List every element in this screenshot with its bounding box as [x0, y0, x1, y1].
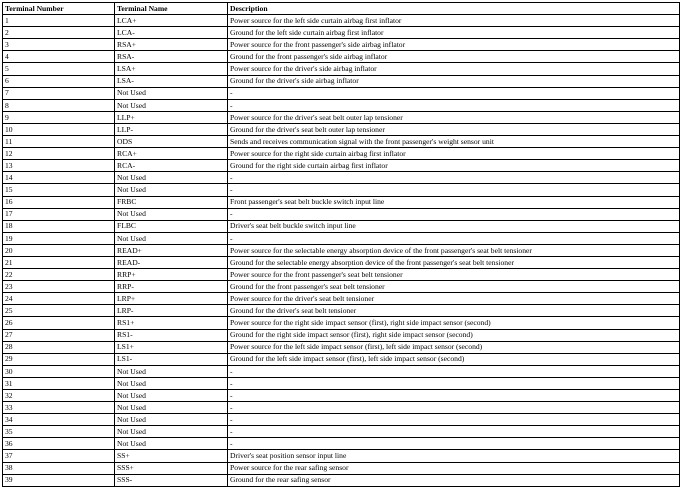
terminal-name-cell: Not Used	[115, 438, 228, 450]
table-row	[3, 39, 680, 51]
table-row	[3, 15, 680, 27]
table-row	[3, 244, 680, 256]
terminal-name-cell: READ-	[115, 256, 228, 268]
terminal-name-cell: LSA-	[115, 75, 228, 87]
description-cell: Power source for the driver's side airbag inflator	[228, 63, 680, 75]
terminal-table-body	[3, 15, 680, 487]
table-row	[3, 111, 680, 123]
description-cell: -	[228, 208, 680, 220]
terminal-name-cell: LLP-	[115, 123, 228, 135]
terminal-number-cell: 28	[3, 341, 115, 353]
description-cell: Driver's seat belt buckle switch input line	[228, 220, 680, 232]
terminal-number-cell: 17	[3, 208, 115, 220]
table-row	[3, 353, 680, 365]
terminal-name-cell: LS1-	[115, 353, 228, 365]
terminal-number-cell: 22	[3, 269, 115, 281]
header-terminal-name: Terminal Name	[115, 3, 228, 15]
table-row	[3, 27, 680, 39]
terminal-name-cell: LRP-	[115, 305, 228, 317]
description-cell: Power source for the front passenger's seat belt tensioner	[228, 269, 680, 281]
terminal-number-cell: 32	[3, 390, 115, 402]
table-row	[3, 365, 680, 377]
description-cell: Power source for the right side impact sensor (first), right side impact sensor (second)	[228, 317, 680, 329]
terminal-name-cell: LCA-	[115, 27, 228, 39]
description-cell: Ground for the left side curtain airbag first inflator	[228, 27, 680, 39]
terminal-name-cell: Not Used	[115, 87, 228, 99]
terminal-name-cell: SSS-	[115, 474, 228, 486]
terminal-number-cell: 3	[3, 39, 115, 51]
terminal-number-cell: 8	[3, 99, 115, 111]
description-cell: -	[228, 232, 680, 244]
description-cell: -	[228, 184, 680, 196]
table-row	[3, 341, 680, 353]
description-cell: Ground for the driver's side airbag inflator	[228, 75, 680, 87]
terminal-name-cell: LRP+	[115, 293, 228, 305]
terminal-name-cell: LLP+	[115, 111, 228, 123]
description-cell: Power source for the driver's seat belt outer lap tensioner	[228, 111, 680, 123]
terminal-number-cell: 26	[3, 317, 115, 329]
table-row	[3, 317, 680, 329]
table-row	[3, 196, 680, 208]
terminal-name-cell: Not Used	[115, 390, 228, 402]
terminal-table-container	[2, 2, 679, 487]
description-cell: Ground for the driver's seat belt outer lap tensioner	[228, 123, 680, 135]
terminal-name-cell: RRP+	[115, 269, 228, 281]
description-cell: -	[228, 438, 680, 450]
description-cell: Power source for the driver's seat belt tensioner	[228, 293, 680, 305]
table-row	[3, 184, 680, 196]
terminal-number-cell: 33	[3, 402, 115, 414]
description-cell: -	[228, 377, 680, 389]
header-terminal-number: Terminal Number	[3, 3, 115, 15]
terminal-name-cell: RCA-	[115, 160, 228, 172]
table-row	[3, 329, 680, 341]
terminal-number-cell: 11	[3, 136, 115, 148]
terminal-table	[2, 2, 680, 487]
terminal-number-cell: 5	[3, 63, 115, 75]
table-row	[3, 438, 680, 450]
table-row	[3, 269, 680, 281]
description-cell: -	[228, 426, 680, 438]
terminal-number-cell: 12	[3, 148, 115, 160]
table-row	[3, 208, 680, 220]
terminal-name-cell: FLBC	[115, 220, 228, 232]
description-cell: -	[228, 402, 680, 414]
description-cell: -	[228, 390, 680, 402]
description-cell: Front passenger's seat belt buckle switch input line	[228, 196, 680, 208]
terminal-table-header	[3, 3, 680, 15]
table-row	[3, 414, 680, 426]
table-row	[3, 148, 680, 160]
terminal-number-cell: 37	[3, 450, 115, 462]
description-cell: Sends and receives communication signal with the front passenger's weight sensor unit	[228, 136, 680, 148]
table-row	[3, 63, 680, 75]
table-row	[3, 426, 680, 438]
terminal-number-cell: 10	[3, 123, 115, 135]
description-cell: Power source for the left side curtain airbag first inflator	[228, 15, 680, 27]
description-cell: -	[228, 172, 680, 184]
terminal-number-cell: 21	[3, 256, 115, 268]
table-row	[3, 462, 680, 474]
terminal-number-cell: 7	[3, 87, 115, 99]
description-cell: Ground for the driver's seat belt tensioner	[228, 305, 680, 317]
terminal-number-cell: 20	[3, 244, 115, 256]
table-row	[3, 136, 680, 148]
terminal-number-cell: 27	[3, 329, 115, 341]
terminal-number-cell: 13	[3, 160, 115, 172]
terminal-name-cell: Not Used	[115, 184, 228, 196]
description-cell: Power source for the right side curtain airbag first inflator	[228, 148, 680, 160]
table-row	[3, 75, 680, 87]
description-cell: Power source for the front passenger's side airbag inflator	[228, 39, 680, 51]
table-row	[3, 172, 680, 184]
terminal-name-cell: RS1-	[115, 329, 228, 341]
description-cell: -	[228, 414, 680, 426]
table-row	[3, 377, 680, 389]
table-row	[3, 51, 680, 63]
description-cell: Power source for the rear safing sensor	[228, 462, 680, 474]
table-row	[3, 293, 680, 305]
terminal-name-cell: RS1+	[115, 317, 228, 329]
terminal-number-cell: 29	[3, 353, 115, 365]
description-cell: Ground for the front passenger's seat belt tensioner	[228, 281, 680, 293]
description-cell: Ground for the front passenger's side airbag inflator	[228, 51, 680, 63]
terminal-number-cell: 16	[3, 196, 115, 208]
terminal-number-cell: 35	[3, 426, 115, 438]
terminal-name-cell: SS+	[115, 450, 228, 462]
description-cell: -	[228, 99, 680, 111]
terminal-number-cell: 23	[3, 281, 115, 293]
terminal-name-cell: Not Used	[115, 232, 228, 244]
terminal-number-cell: 15	[3, 184, 115, 196]
terminal-number-cell: 24	[3, 293, 115, 305]
table-row	[3, 123, 680, 135]
table-row	[3, 402, 680, 414]
terminal-name-cell: SSS+	[115, 462, 228, 474]
description-cell: Ground for the right side impact sensor (first), right side impact sensor (second)	[228, 329, 680, 341]
terminal-name-cell: RSA-	[115, 51, 228, 63]
terminal-number-cell: 1	[3, 15, 115, 27]
description-cell: Power source for the selectable energy absorption device of the front passenger's seat belt tensioner	[228, 244, 680, 256]
terminal-name-cell: RCA+	[115, 148, 228, 160]
description-cell: -	[228, 365, 680, 377]
table-row	[3, 232, 680, 244]
terminal-name-cell: FRBC	[115, 196, 228, 208]
table-row	[3, 256, 680, 268]
terminal-number-cell: 9	[3, 111, 115, 123]
terminal-number-cell: 31	[3, 377, 115, 389]
table-row	[3, 160, 680, 172]
description-cell: Ground for the selectable energy absorption device of the front passenger's seat belt tensioner	[228, 256, 680, 268]
terminal-number-cell: 14	[3, 172, 115, 184]
terminal-number-cell: 39	[3, 474, 115, 486]
description-cell: Ground for the left side impact sensor (first), left side impact sensor (second)	[228, 353, 680, 365]
table-row	[3, 450, 680, 462]
terminal-name-cell: RSA+	[115, 39, 228, 51]
terminal-name-cell: Not Used	[115, 426, 228, 438]
terminal-name-cell: Not Used	[115, 377, 228, 389]
terminal-number-cell: 30	[3, 365, 115, 377]
terminal-number-cell: 4	[3, 51, 115, 63]
description-cell: -	[228, 87, 680, 99]
terminal-name-cell: LS1+	[115, 341, 228, 353]
table-row	[3, 474, 680, 486]
description-cell: Driver's seat position sensor input line	[228, 450, 680, 462]
terminal-name-cell: LCA+	[115, 15, 228, 27]
table-row	[3, 220, 680, 232]
table-row	[3, 305, 680, 317]
terminal-name-cell: READ+	[115, 244, 228, 256]
terminal-name-cell: Not Used	[115, 414, 228, 426]
terminal-name-cell: Not Used	[115, 208, 228, 220]
table-row	[3, 390, 680, 402]
description-cell: Ground for the rear safing sensor	[228, 474, 680, 486]
description-cell: Power source for the left side impact sensor (first), left side impact sensor (second)	[228, 341, 680, 353]
terminal-name-cell: RRP-	[115, 281, 228, 293]
terminal-name-cell: Not Used	[115, 365, 228, 377]
terminal-name-cell: Not Used	[115, 99, 228, 111]
terminal-name-cell: LSA+	[115, 63, 228, 75]
table-row	[3, 99, 680, 111]
terminal-number-cell: 2	[3, 27, 115, 39]
header-row	[3, 3, 680, 15]
terminal-number-cell: 18	[3, 220, 115, 232]
terminal-number-cell: 38	[3, 462, 115, 474]
header-description: Description	[228, 3, 680, 15]
table-row	[3, 281, 680, 293]
terminal-number-cell: 6	[3, 75, 115, 87]
terminal-name-cell: ODS	[115, 136, 228, 148]
terminal-number-cell: 25	[3, 305, 115, 317]
terminal-number-cell: 34	[3, 414, 115, 426]
terminal-number-cell: 36	[3, 438, 115, 450]
terminal-name-cell: Not Used	[115, 402, 228, 414]
terminal-number-cell: 19	[3, 232, 115, 244]
terminal-name-cell: Not Used	[115, 172, 228, 184]
description-cell: Ground for the right side curtain airbag first inflator	[228, 160, 680, 172]
table-row	[3, 87, 680, 99]
